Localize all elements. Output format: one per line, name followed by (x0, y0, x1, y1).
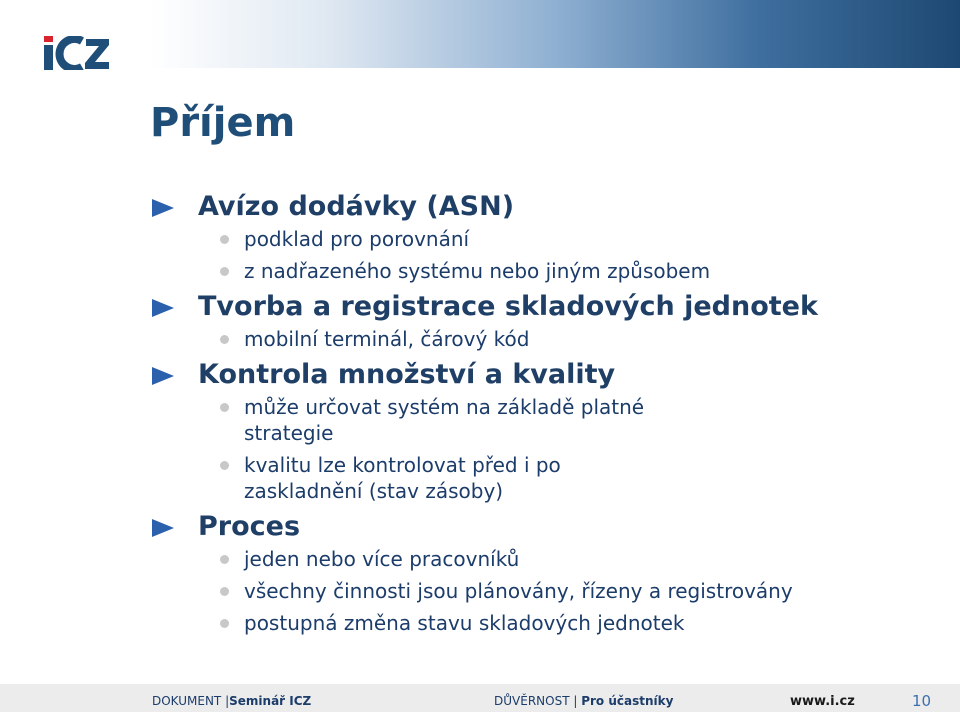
dot-bullet-icon (220, 335, 229, 344)
page-number: 10 (912, 692, 932, 710)
list-item (150, 226, 940, 252)
footer-trust-value: Pro účastníky (581, 694, 674, 708)
list-item (150, 258, 940, 284)
list-item (150, 452, 664, 504)
footer-url[interactable]: www.i.cz (790, 694, 855, 709)
footer-doc-value: Seminář ICZ (229, 694, 312, 708)
footer-doc-label: DOKUMENT | (152, 694, 230, 708)
list-item-text: kvalitu lze kontrolovat před i po zaskladnění (stav zásoby) (244, 453, 561, 503)
list-item (150, 578, 940, 604)
footer-confidentiality (494, 694, 673, 708)
slide-content (150, 190, 940, 642)
dot-bullet-icon (220, 403, 229, 412)
arrow-bullet-icon (152, 199, 174, 217)
list-item-text: všechny činnosti jsou plánovány, řízeny a registrovány (244, 579, 793, 603)
list-item-text: mobilní terminál, čárový kód (244, 327, 530, 351)
section-heading-registrace (150, 290, 940, 324)
icz-logo (44, 36, 110, 70)
list-item-text: postupná změna stavu skladových jednotek (244, 611, 685, 635)
section-heading-asn (150, 190, 940, 224)
section-heading-text: Proces (198, 511, 301, 542)
list-item-text: jeden nebo více pracovníků (244, 547, 520, 571)
section-heading-text: Kontrola množství a kvality (198, 359, 616, 390)
section-heading-text: Tvorba a registrace skladových jednotek (198, 291, 818, 322)
list-item (150, 394, 664, 446)
section-heading-kontrola (150, 358, 940, 392)
list-item-text: podklad pro porovnání (244, 227, 470, 251)
dot-bullet-icon (220, 235, 229, 244)
list-item-text: může určovat systém na základě platné strategie (244, 395, 645, 445)
list-item (150, 546, 940, 572)
list-item (150, 610, 940, 636)
list-item (150, 326, 940, 352)
section-heading-proces (150, 510, 940, 544)
footer-document (152, 694, 311, 708)
list-item-text: z nadřazeného systému nebo jiným způsobem (244, 259, 711, 283)
dot-bullet-icon (220, 461, 229, 470)
logo-area (0, 0, 150, 68)
footer-trust-label: DŮVĚRNOST | (494, 694, 578, 708)
header-gradient-band (150, 0, 960, 68)
dot-bullet-icon (220, 267, 229, 276)
dot-bullet-icon (220, 587, 229, 596)
section-heading-text: Avízo dodávky (ASN) (198, 191, 515, 222)
arrow-bullet-icon (152, 299, 174, 317)
dot-bullet-icon (220, 619, 229, 628)
slide-title: Příjem (150, 100, 296, 146)
arrow-bullet-icon (152, 519, 174, 537)
dot-bullet-icon (220, 555, 229, 564)
arrow-bullet-icon (152, 367, 174, 385)
